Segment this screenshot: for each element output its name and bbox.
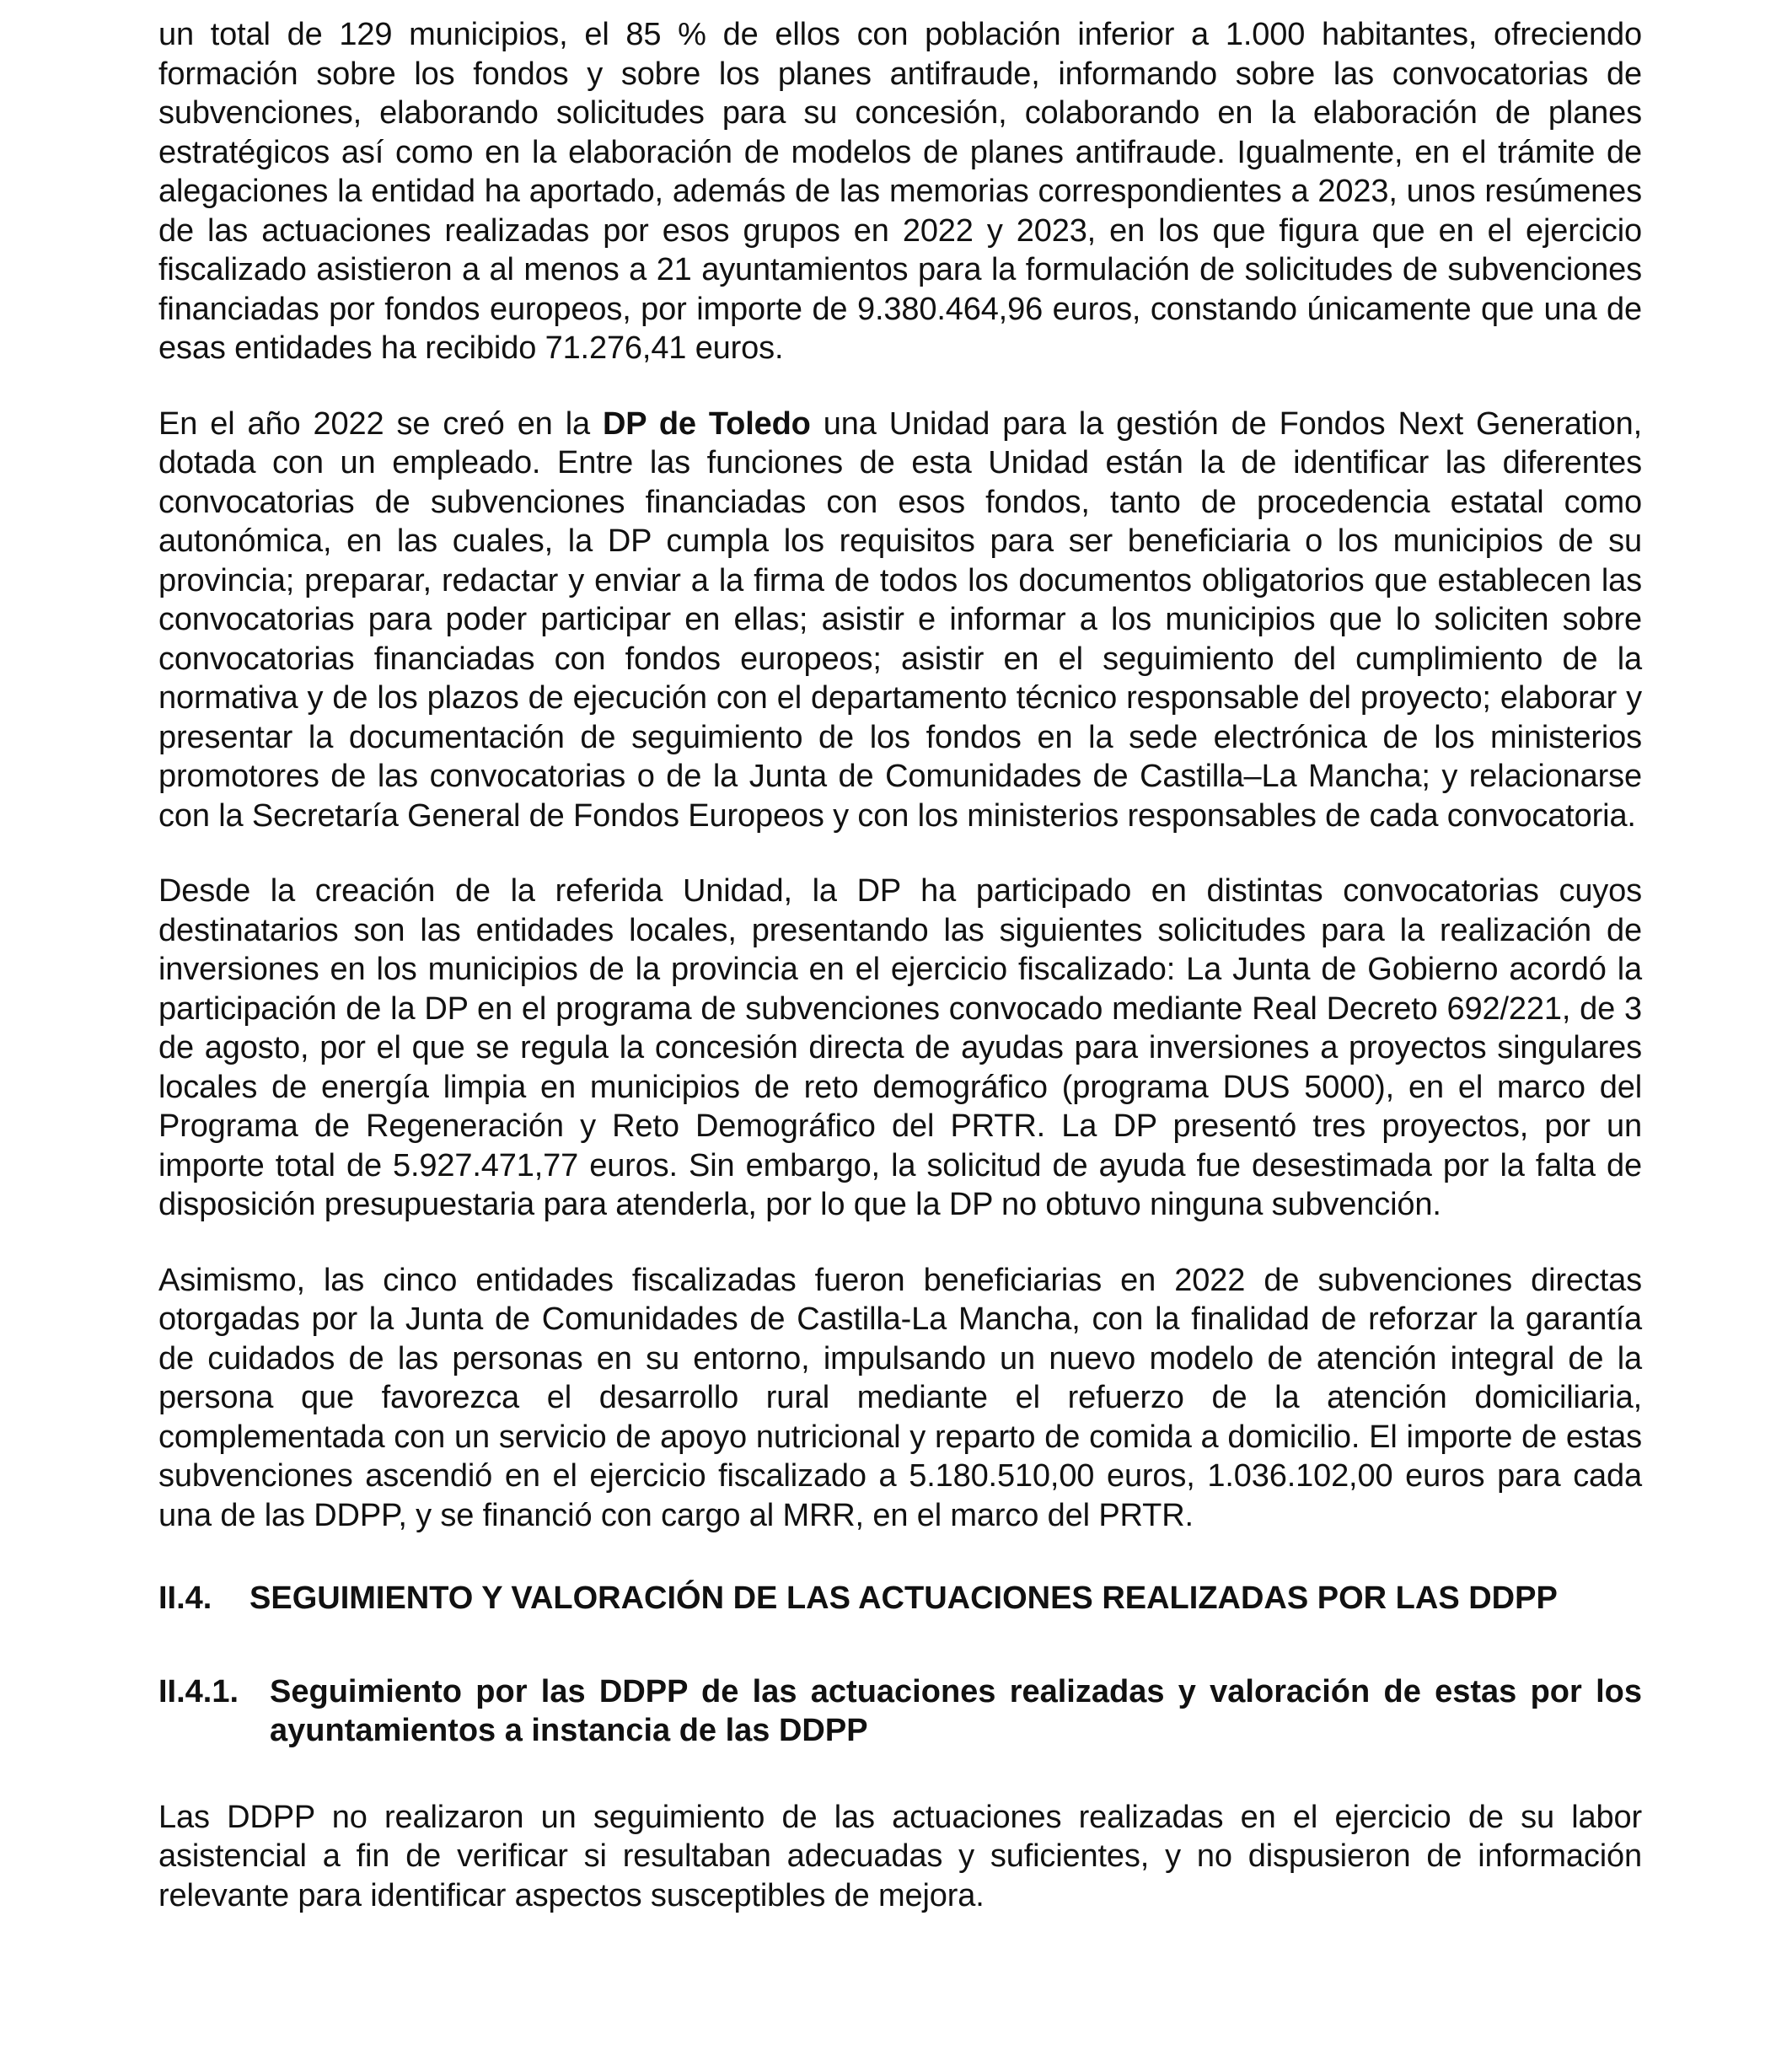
section-title: SEGUIMIENTO Y VALORACIÓN DE LAS ACTUACIONES REALIZADAS POR LAS DDPP (249, 1580, 1558, 1616)
section-heading (158, 1579, 1642, 1618)
subsection-title: Seguimiento por las DDPP de las actuaciones realizadas y valoración de estas por los ayuntamientos a instancia de las DDPP (270, 1673, 1642, 1748)
paragraph-2-text-end: una Unidad para la gestión de Fondos Next Generation, dotada con un empleado. Entre las funciones de esta Unidad están la de identificar las diferentes convocatorias de subvenciones financiadas con esos fondos, tanto de procedencia estatal como autonómica, en las cuales, la DP cumpla los requisitos para ser beneficiaria o los municipios de su provincia; preparar, redactar y enviar a la firma de todos los documentos obligatorios que establecen las convocatorias para poder participar en ellas; asistir e informar a los municipios que lo soliciten sobre convocatorias financiadas con fondos europeos; asistir en el seguimiento del cumplimiento de la normativa y de los plazos de ejecución con el departamento técnico responsable del proyecto; elaborar y presentar la documentación de seguimiento de los fondos en la sede electrónica de los ministerios promotores de las convocatorias o de la Junta de Comunidades de Castilla–La Mancha; y relacionarse con la Secretaría General de Fondos Europeos y con los ministerios responsables de cada convocatoria. (158, 405, 1642, 834)
paragraph-1: un total de 129 municipios, el 85 % de ellos con población inferior a 1.000 habitantes, ofreciendo formación sobre los fondos y sobre los planes antifraude, informando sobre las convocatorias de subvenciones, elaborando solicitudes para su concesión, colaborando en la elaboración de planes estratégicos así como en la elaboración de modelos de planes antifraude. Igualmente, en el trámite de alegaciones la entidad ha aportado, además de las memorias correspondientes a 2023, unos resúmenes de las actuaciones realizadas por esos grupos en 2022 y 2023, en los que figura que en el ejercicio fiscalizado asistieron a al menos a 21 ayuntamientos para la formulación de solicitudes de subvenciones financiadas por fondos europeos, por importe de 9.380.464,96 euros, constando únicamente que una de esas entidades ha recibido 71.276,41 euros. (158, 17, 1642, 366)
paragraph-4: Asimismo, las cinco entidades fiscalizadas fueron beneficiarias en 2022 de subvenciones directas otorgadas por la Junta de Comunidades de Castilla-La Mancha, con la finalidad de reforzar la garantía de cuidados de las personas en su entorno, impulsando un nuevo modelo de atención integral de la persona que favorezca el desarrollo rural mediante el refuerzo de la atención domiciliaria, complementada con un servicio de apoyo nutricional y reparto de comida a domicilio. El importe de estas subvenciones ascendió en el ejercicio fiscalizado a 5.180.510,00 euros, 1.036.102,00 euros para cada una de las DDPP, y se financió con cargo al MRR, en el marco del PRTR. (158, 1262, 1642, 1533)
document-page (158, 15, 1642, 1915)
subsection-heading (158, 1672, 1642, 1751)
section-number: II.4. (158, 1580, 212, 1616)
paragraph-3: Desde la creación de la referida Unidad, la DP ha participado en distintas convocatorias cuyos destinatarios son las entidades locales, presentando las siguientes solicitudes para la realización de inversiones en los municipios de la provincia en el ejercicio fiscalizado: La Junta de Gobierno acordó la participación de la DP en el programa de subvenciones convocado mediante Real Decreto 692/221, de 3 de agosto, por el que se regula la concesión directa de ayudas para inversiones a proyectos singulares locales de energía limpia en municipios de reto demográfico (programa DUS 5000), en el marco del Programa de Regeneración y Reto Demográfico del PRTR. La DP presentó tres proyectos, por un importe total de 5.927.471,77 euros. Sin embargo, la solicitud de ayuda fue desestimada por la falta de disposición presupuestaria para atenderla, por lo que la DP no obtuvo ninguna subvención. (158, 873, 1642, 1222)
paragraph-2 (158, 405, 1642, 836)
paragraph-2-bold-entity: DP de Toledo (603, 405, 811, 442)
paragraph-5: Las DDPP no realizaron un seguimiento de las actuaciones realizadas en el ejercicio de su labor asistencial a fin de verificar si resultaban adecuadas y suficientes, y no dispusieron de información relevante para identificar aspectos susceptibles de mejora. (158, 1799, 1642, 1913)
subsection-number: II.4.1. (158, 1673, 239, 1709)
paragraph-2-text-start: En el año 2022 se creó en la (158, 405, 603, 442)
